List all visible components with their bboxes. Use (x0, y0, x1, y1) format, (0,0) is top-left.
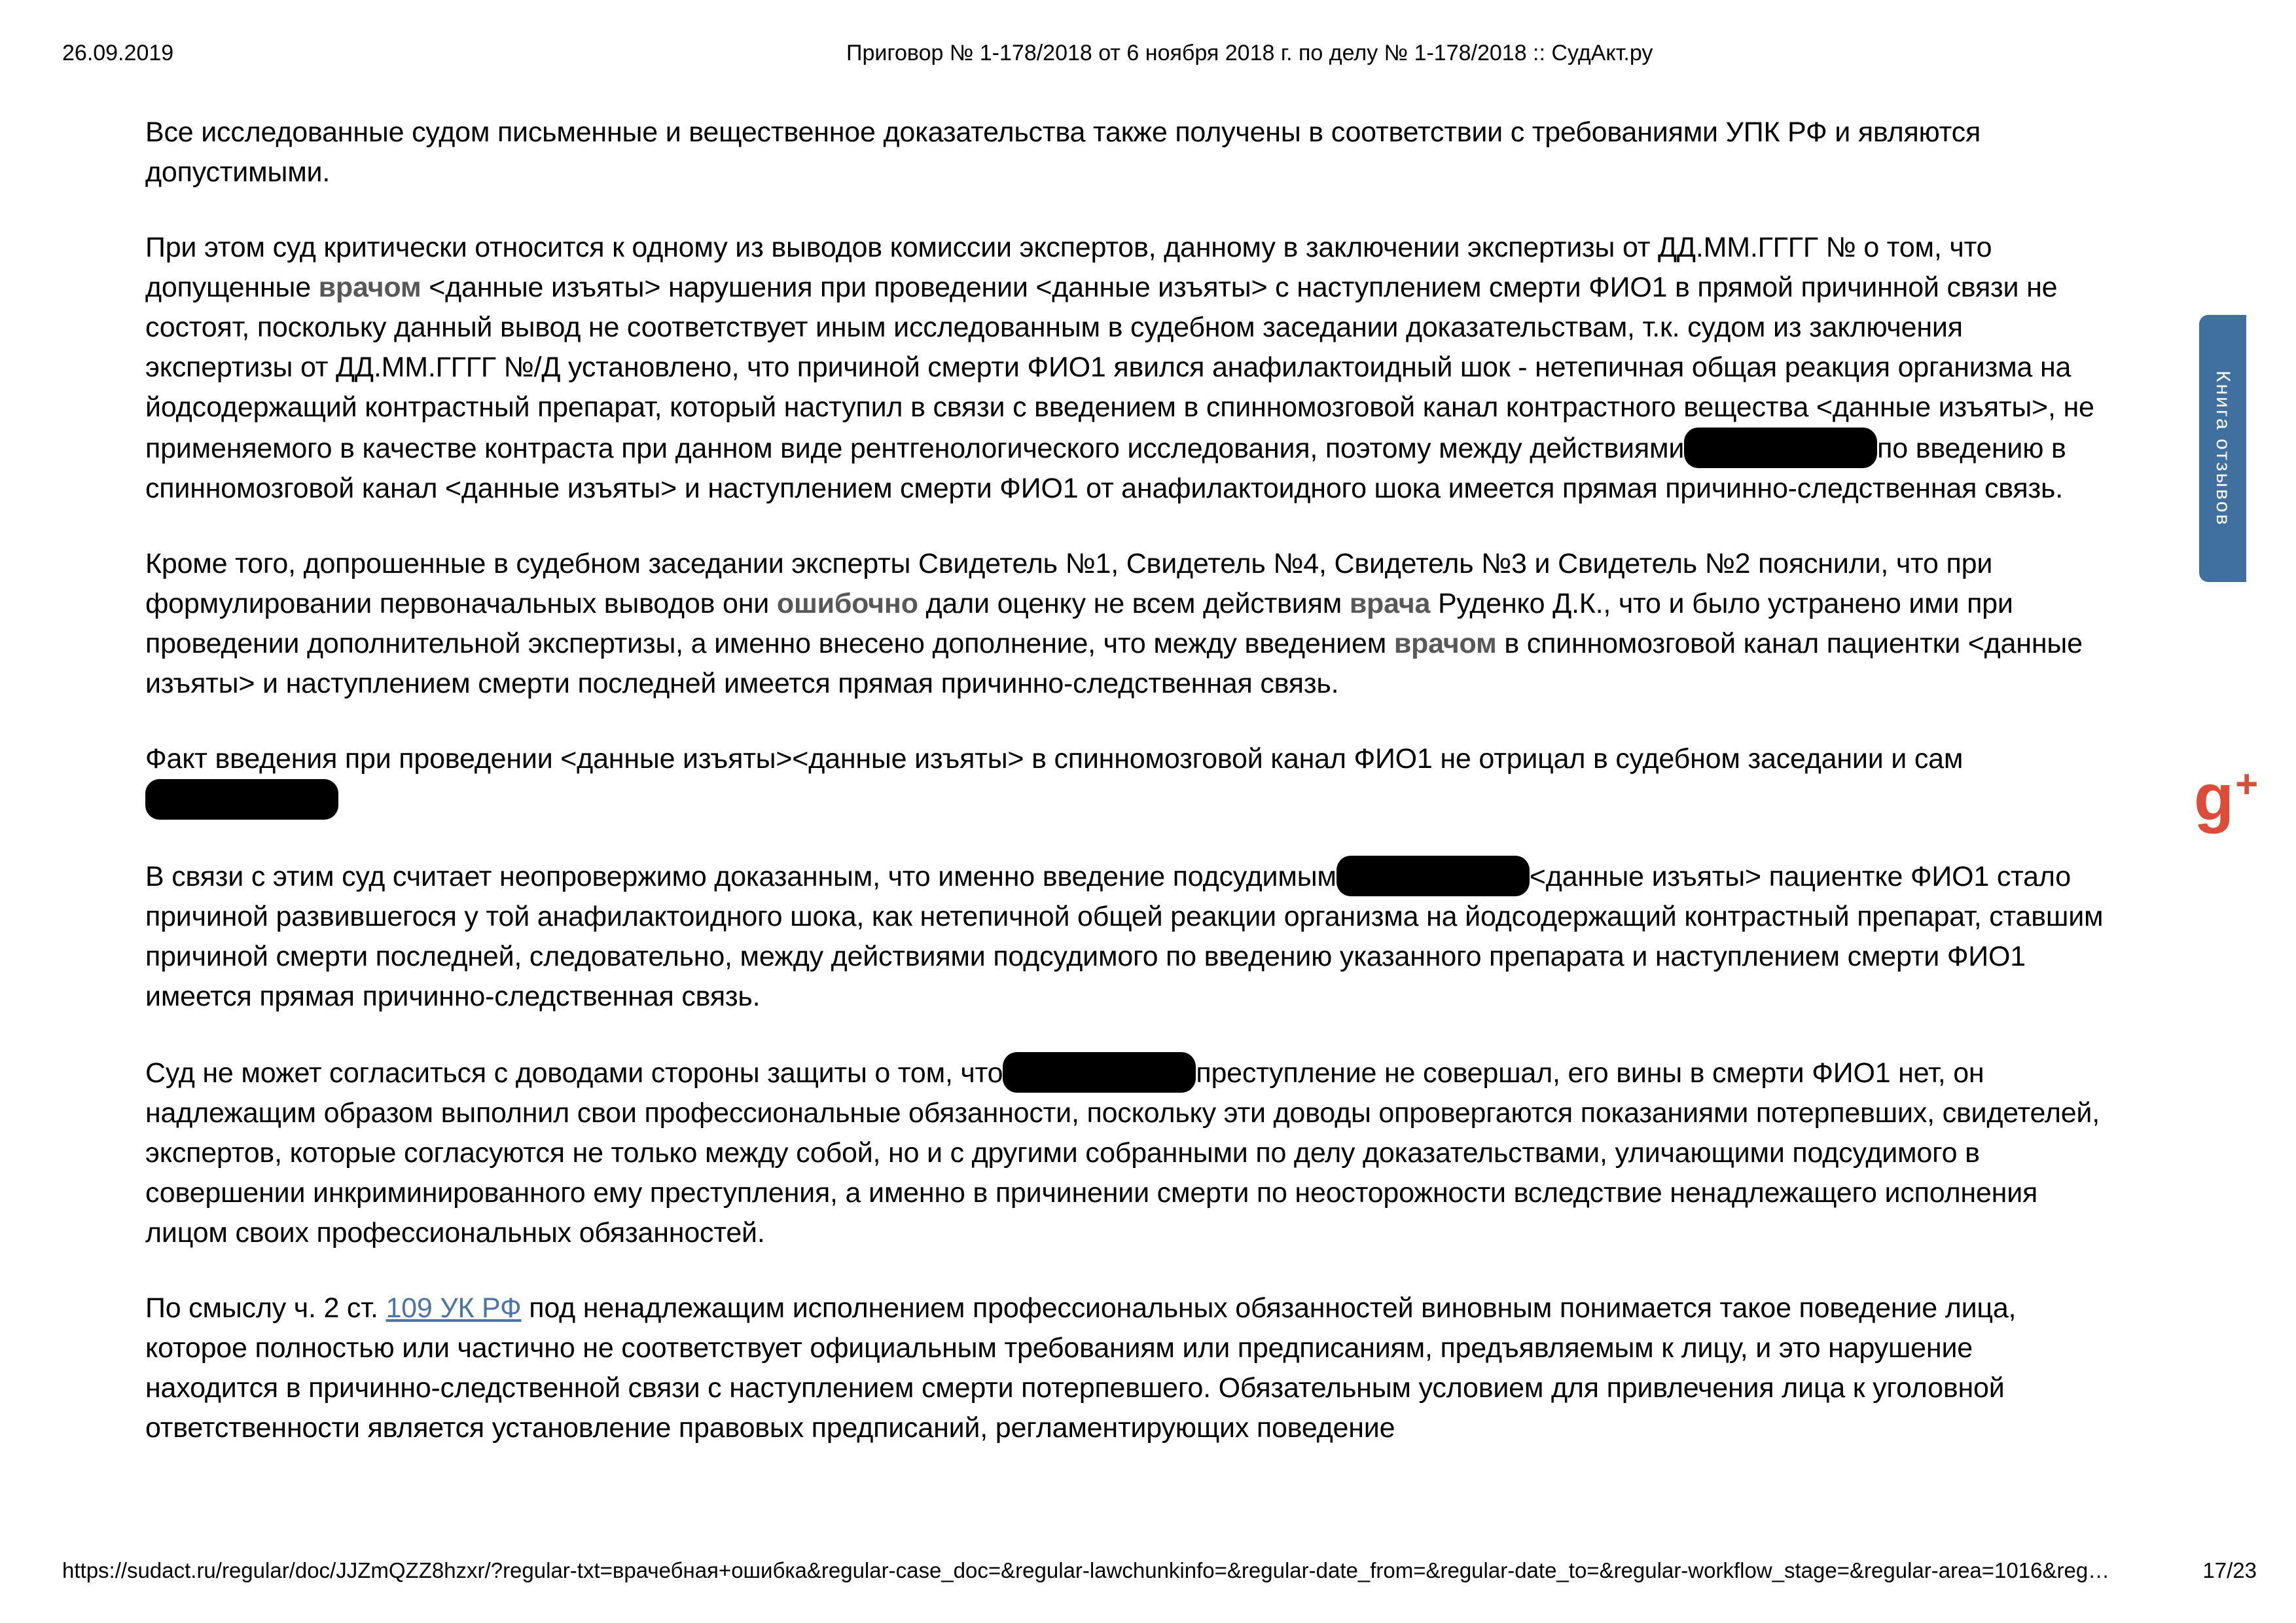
paragraph (145, 113, 2104, 192)
text-run: <данные изъяты> пациентке ФИО1 стало причиной развившегося у той анафилактоидного шока, как нетепичной общей реакции организма на йодсодержащий контрастный препарат, ставшим причиной смерти последней, следовательно, между действиями подсудимого по введению указанного препарата и наступлением смерти ФИО1 имеется прямая причинно-следственная связь. (145, 861, 2104, 1012)
google-plus-icon-plus: + (2235, 762, 2259, 806)
bold-text-run: ошибочно (776, 588, 918, 619)
bold-text-run: врачом (318, 272, 422, 303)
print-footer-page-indicator: 17/23 (2202, 1558, 2257, 1582)
paragraph (145, 739, 2104, 820)
print-header-title: Приговор № 1-178/2018 от 6 ноября 2018 г. по делу № 1-178/2018 :: СудАкт.ру (846, 41, 1653, 65)
text-run: в спинномозговой канал пациентки <данные изъяты> и наступлением смерти последней имеется прямая причинно-следственная связь. (145, 628, 2083, 699)
text-run: Руденко Д.К., что и было устранено ими при проведении дополнительной экспертизы, а именно внесено дополнение, что между введением (145, 588, 2013, 659)
text-run: Факт введения при проведении <данные изъяты><данные изъяты> в спинномозговой канал ФИО1 не отрицал в судебном заседании и сам (145, 743, 1964, 775)
paragraph (145, 1288, 2104, 1448)
redaction-box (1003, 1052, 1196, 1093)
feedback-book-tab[interactable] (2199, 315, 2246, 582)
text-run: <данные изъяты> нарушения при проведении <данные изъяты> с наступлением смерти ФИО1 в прямой причинной связи не состоят, поскольку данный вывод не соответствует иным исследованным в судебном заседании доказательствам, т.к. судом из заключения экспертизы от ДД.ММ.ГГГГ №/Д установлено, что причиной смерти ФИО1 явился анафилактоидный шок - нетепичная общая реакция организма на йодсодержащий контрастный препарат, который наступил в связи с введением в спинномозговой канал контрастного вещества <данные изъяты>, не применяемого в качестве контраста при данном виде рентгенологического исследования, поэтому между действиями (145, 272, 2094, 464)
google-plus-icon[interactable] (2194, 752, 2259, 834)
redaction-box (1684, 428, 1877, 468)
text-run: дали оценку не всем действиям (918, 588, 1350, 619)
document-body (145, 113, 2104, 1484)
text-run: Суд не может согласиться с доводами стороны защиты о том, что (145, 1057, 1003, 1089)
text-run: Все исследованные судом письменные и вещественное доказательства также получены в соответствии с требованиями УПК РФ и являются допустимыми. (145, 117, 1981, 188)
text-run: Кроме того, допрошенные в судебном заседании эксперты Свидетель №1, Свидетель №4, Свидетель №3 и Свидетель №2 пояснили, что при формулировании первоначальных выводов они (145, 548, 1993, 619)
redaction-box (1336, 856, 1530, 896)
paragraph (145, 856, 2104, 1017)
feedback-book-tab-label: Книга отзывов (2212, 370, 2234, 527)
text-run: При этом суд критически относится к одному из выводов комиссии экспертов, данному в заключении экспертизы от ДД.ММ.ГГГГ № о том, что допущенные (145, 232, 1992, 303)
bold-text-run: врача (1349, 588, 1431, 619)
text-run: В связи с этим суд считает неопровержимо доказанным, что именно введение подсудимым (145, 861, 1336, 892)
text-run: преступление не совершал, его вины в смерти ФИО1 нет, он надлежащим образом выполнил свои профессиональные обязанности, поскольку эти доводы опровергаются показаниями потерпевших, свидетелей, экспертов, которые согласуются не только между собой, но и с другими собранными по делу доказательствами, уличающими подсудимого в совершении инкриминированного ему преступления, а именно в причинении смерти по неосторожности вследствие ненадлежащего исполнения лицом своих профессиональных обязанностей. (145, 1057, 2100, 1249)
google-plus-icon-g: g (2194, 761, 2234, 834)
paragraph (145, 544, 2104, 704)
law-article-link[interactable]: 109 УК РФ (386, 1292, 522, 1324)
paragraph (145, 1052, 2104, 1253)
print-header-date: 26.09.2019 (62, 41, 174, 65)
print-footer-url: https://sudact.ru/regular/doc/JJZmQZZ8hzxr/?regular-txt=врачебная+ошибка&regular-case_doc=&regular-lawchunkinfo=&regular-date_from=&regular-date_to=&regular-workflow_stage=&regular-area=1016&reg… (62, 1558, 2110, 1582)
text-run: под ненадлежащим исполнением профессиональных обязанностей виновным понимается такое поведение лица, которое полностью или частично не соответствует официальным требованиям или предписаниям, предъявляемым к лицу, и это нарушение находится в причинно-следственной связи с наступлением смерти потерпевшего. Обязательным условием для привлечения лица к уголовной ответственности является установление правовых предписаний, регламентирующих поведение (145, 1292, 2017, 1444)
text-run: По смыслу ч. 2 ст. (145, 1292, 386, 1324)
bold-text-run: врачом (1393, 628, 1497, 659)
text-run: по введению в спинномозговой канал <данные изъяты> и наступлением смерти ФИО1 от анафилактоидного шока имеется прямая причинно-следственная связь. (145, 433, 2066, 504)
redaction-box (145, 779, 338, 820)
paragraph (145, 228, 2104, 509)
